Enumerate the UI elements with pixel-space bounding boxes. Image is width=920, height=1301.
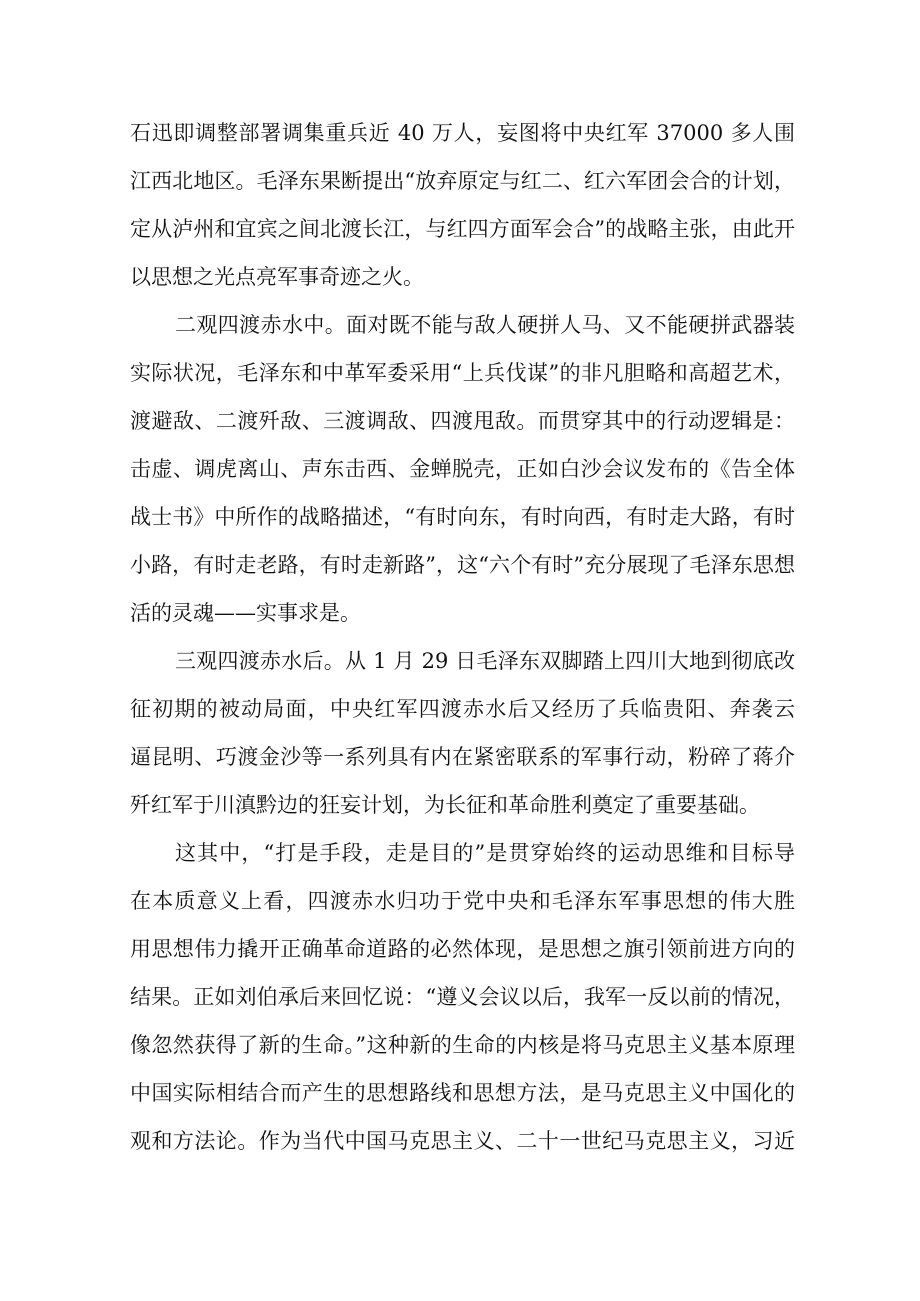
paragraph	[130, 829, 795, 1165]
paragraph	[130, 301, 795, 637]
paragraph-line: 征初期的被动局面，中央红军四渡赤水后又经历了兵临贵阳、奔袭云	[130, 697, 795, 721]
paragraph-line: 歼红军于川滇黔边的狂妄计划，为长征和革命胜利奠定了重要基础。	[130, 793, 760, 817]
paragraph-line: 战士书》中所作的战略描述，“有时向东，有时向西，有时走大路，有时	[130, 505, 795, 529]
paragraph-line: 三观四渡赤水后。从 1 月 29 日毛泽东双脚踏上四川大地到彻底改	[175, 649, 795, 673]
paragraph-line: 观和方法论。作为当代中国马克思主义、二十一世纪马克思主义，习近	[130, 1129, 795, 1153]
paragraph-line: 实际状况，毛泽东和中革军委采用“上兵伐谋”的非凡胆略和高超艺术，	[130, 361, 795, 385]
paragraph-line: 江西北地区。毛泽东果断提出“放弃原定与红二、红六军团会合的计划，	[130, 169, 795, 193]
paragraph-line: 活的灵魂——实事求是。	[130, 601, 361, 625]
paragraph-line: 二观四渡赤水中。面对既不能与敌人硬拼人马、又不能硬拼武器装	[175, 313, 795, 337]
paragraph-line: 在本质意义上看，四渡赤水归功于党中央和毛泽东军事思想的伟大胜	[130, 889, 795, 913]
paragraph-line: 渡避敌、二渡歼敌、三渡调敌、四渡甩敌。而贯穿其中的行动逻辑是：	[130, 409, 795, 433]
paragraph-line: 逼昆明、巧渡金沙等一系列具有内在紧密联系的军事行动，粉碎了蒋介	[130, 745, 795, 769]
paragraph-line: 结果。正如刘伯承后来回忆说：“遵义会议以后，我军一反以前的情况，	[130, 985, 795, 1009]
paragraph-line: 击虚、调虎离山、声东击西、金蝉脱壳，正如白沙会议发布的《告全体	[130, 457, 795, 481]
paragraph-line: 以思想之光点亮军事奇迹之火。	[130, 265, 424, 289]
paragraph-line: 像忽然获得了新的生命。”这种新的生命的内核是将马克思主义基本原理	[130, 1033, 795, 1057]
paragraph-line: 定从泸州和宜宾之间北渡长江，与红四方面军会合”的战略主张，由此开	[130, 217, 795, 241]
paragraph	[130, 109, 795, 301]
paragraph-line: 这其中，“打是手段，走是目的”是贯穿始终的运动思维和目标导	[175, 841, 795, 865]
paragraph-line: 小路，有时走老路，有时走新路”，这“六个有时”充分展现了毛泽东思想	[130, 553, 795, 577]
paragraph-line: 中国实际相结合而产生的思想路线和思想方法，是马克思主义中国化的	[130, 1081, 795, 1105]
paragraph	[130, 637, 795, 829]
paragraph-line: 石迅即调整部署调集重兵近 40 万人，妄图将中央红军 37000 多人围	[130, 121, 795, 145]
document-page	[130, 109, 795, 1165]
paragraph-line: 用思想伟力撬开正确革命道路的必然体现，是思想之旗引领前进方向的	[130, 937, 795, 961]
